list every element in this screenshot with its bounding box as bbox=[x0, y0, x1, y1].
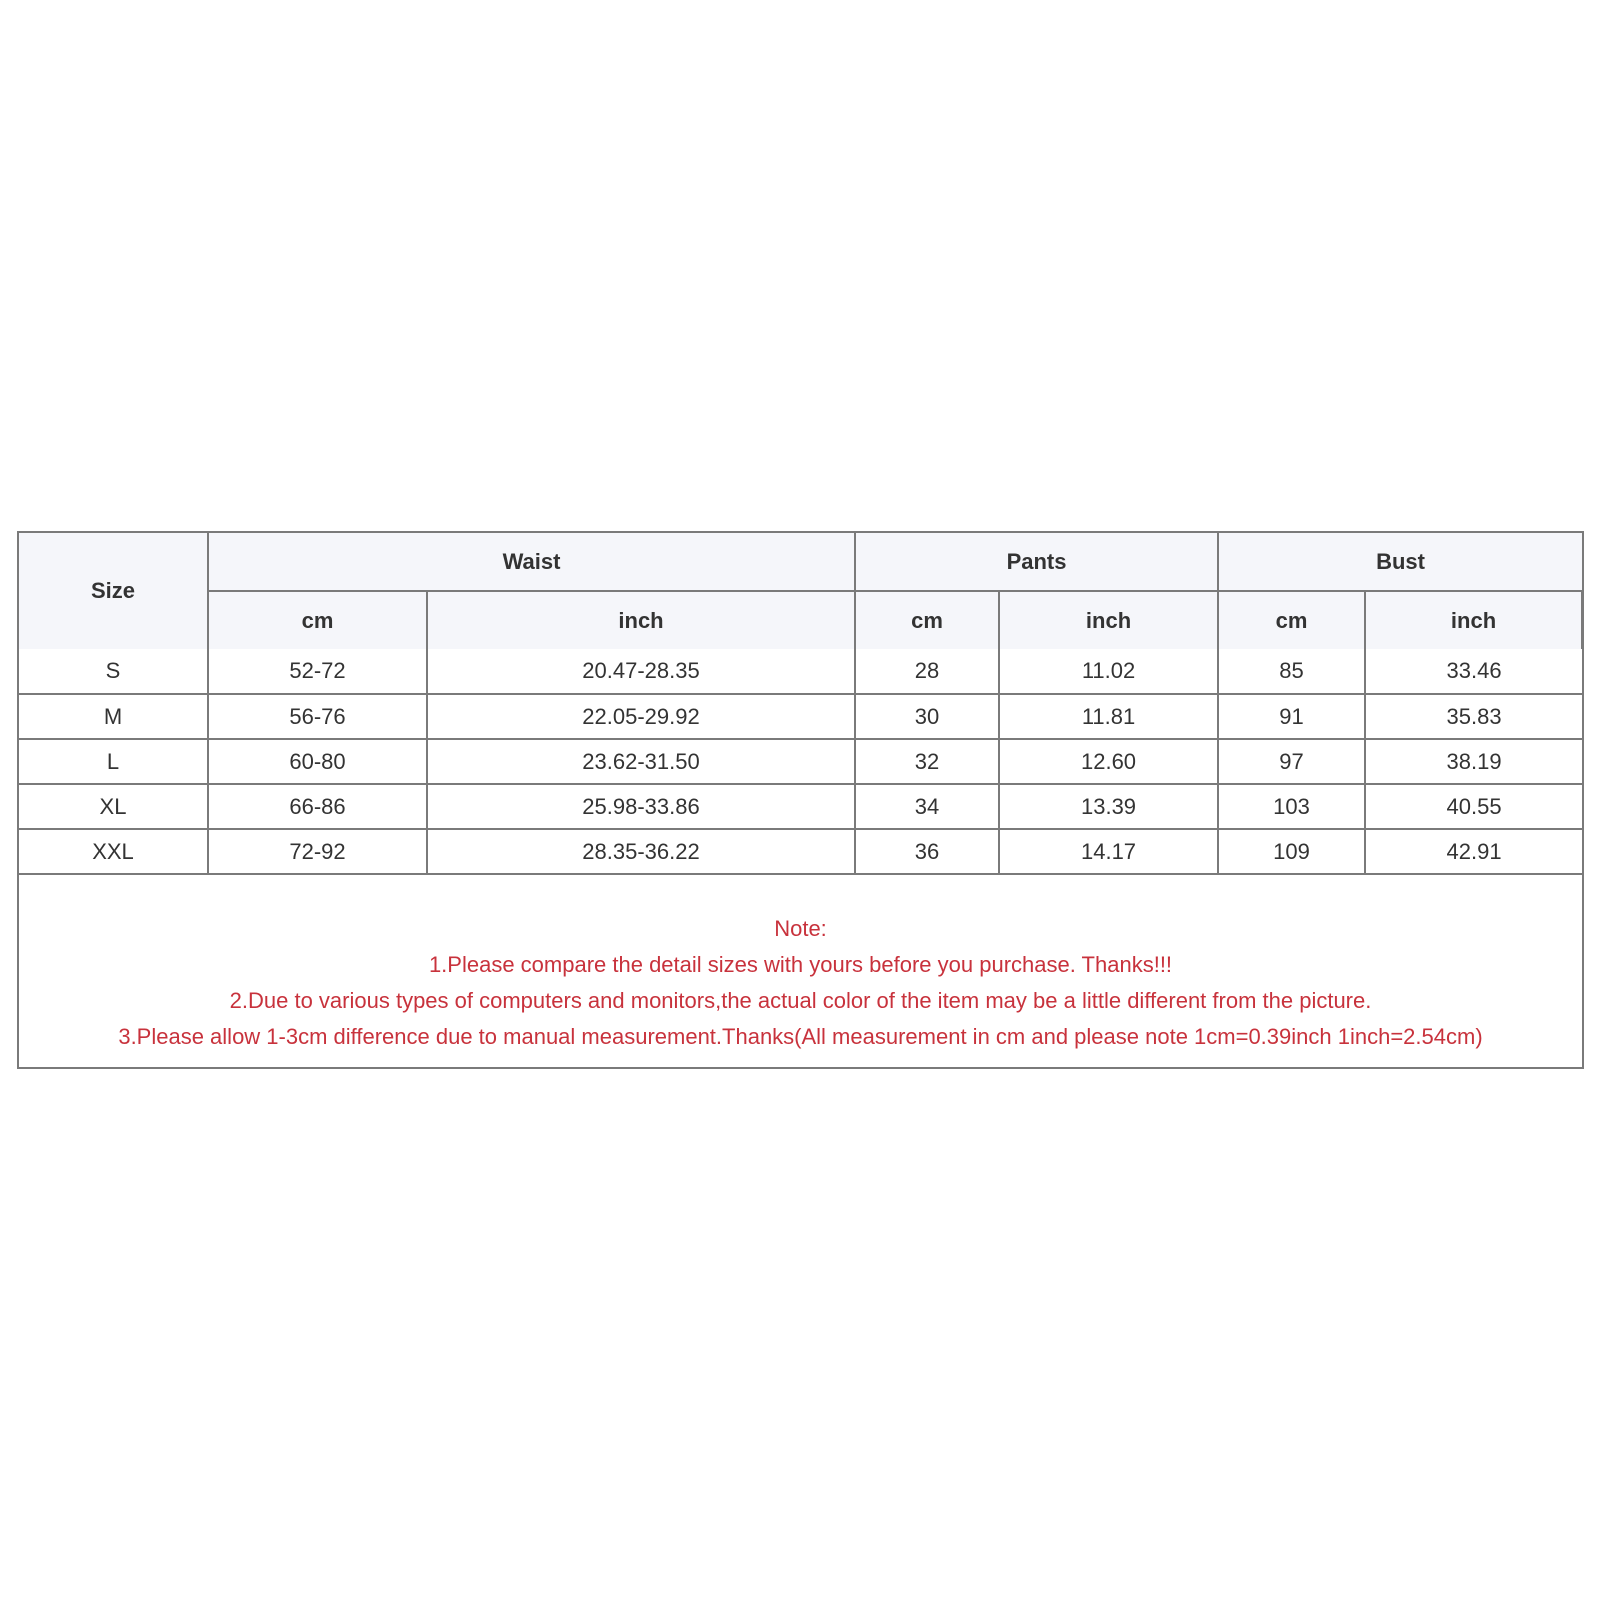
pants-inch-cell: 11.81 bbox=[999, 694, 1218, 739]
pants-cm-cell: 30 bbox=[855, 694, 999, 739]
bust-inch-cell: 38.19 bbox=[1365, 739, 1582, 784]
waist-cm-cell: 60-80 bbox=[208, 739, 427, 784]
size-column-header: Size bbox=[19, 533, 208, 649]
waist-inch-cell: 23.62-31.50 bbox=[427, 739, 855, 784]
pants-inch-cell: 12.60 bbox=[999, 739, 1218, 784]
bust-inch-header: inch bbox=[1365, 591, 1582, 649]
pants-cm-cell: 34 bbox=[855, 784, 999, 829]
note-line: 2.Due to various types of computers and monitors,the actual color of the item may be a little different from the picture. bbox=[229, 988, 1372, 1013]
bust-group-header: Bust bbox=[1218, 533, 1582, 591]
waist-cm-cell: 66-86 bbox=[208, 784, 427, 829]
bust-cm-cell: 91 bbox=[1218, 694, 1365, 739]
pants-cm-cell: 36 bbox=[855, 829, 999, 874]
size-cell: M bbox=[19, 694, 208, 739]
bust-inch-cell: 40.55 bbox=[1365, 784, 1582, 829]
waist-inch-cell: 22.05-29.92 bbox=[427, 694, 855, 739]
waist-inch-cell: 25.98-33.86 bbox=[427, 784, 855, 829]
table-row bbox=[19, 694, 1582, 739]
pants-cm-cell: 32 bbox=[855, 739, 999, 784]
note-title: Note: bbox=[774, 916, 827, 941]
size-cell: XXL bbox=[19, 829, 208, 874]
header-group-row bbox=[19, 533, 1582, 591]
pants-cm-header: cm bbox=[855, 591, 999, 649]
bust-inch-cell: 35.83 bbox=[1365, 694, 1582, 739]
pants-inch-cell: 11.02 bbox=[999, 649, 1218, 694]
bust-cm-cell: 97 bbox=[1218, 739, 1365, 784]
table-row bbox=[19, 649, 1582, 694]
waist-group-header: Waist bbox=[208, 533, 855, 591]
size-cell: S bbox=[19, 649, 208, 694]
waist-cm-cell: 72-92 bbox=[208, 829, 427, 874]
size-table bbox=[19, 533, 1583, 875]
size-cell: XL bbox=[19, 784, 208, 829]
table-row bbox=[19, 784, 1582, 829]
pants-inch-header: inch bbox=[999, 591, 1218, 649]
table-header bbox=[19, 533, 1582, 649]
waist-inch-cell: 20.47-28.35 bbox=[427, 649, 855, 694]
waist-inch-cell: 28.35-36.22 bbox=[427, 829, 855, 874]
bust-cm-header: cm bbox=[1218, 591, 1365, 649]
table-row bbox=[19, 829, 1582, 874]
pants-group-header: Pants bbox=[855, 533, 1218, 591]
bust-cm-cell: 85 bbox=[1218, 649, 1365, 694]
table-body bbox=[19, 649, 1582, 874]
header-unit-row bbox=[19, 591, 1582, 649]
size-cell: L bbox=[19, 739, 208, 784]
note-line: 3.Please allow 1-3cm difference due to manual measurement.Thanks(All measurement in cm and please note 1cm=0.39inch 1inch=2.54cm) bbox=[118, 1024, 1483, 1049]
size-chart bbox=[17, 531, 1584, 1069]
bust-cm-cell: 103 bbox=[1218, 784, 1365, 829]
bust-inch-cell: 33.46 bbox=[1365, 649, 1582, 694]
bust-cm-cell: 109 bbox=[1218, 829, 1365, 874]
waist-cm-cell: 52-72 bbox=[208, 649, 427, 694]
bust-inch-cell: 42.91 bbox=[1365, 829, 1582, 874]
notes-section bbox=[19, 875, 1582, 1055]
waist-inch-header: inch bbox=[427, 591, 855, 649]
waist-cm-cell: 56-76 bbox=[208, 694, 427, 739]
pants-inch-cell: 13.39 bbox=[999, 784, 1218, 829]
waist-cm-header: cm bbox=[208, 591, 427, 649]
table-row bbox=[19, 739, 1582, 784]
note-line: 1.Please compare the detail sizes with yours before you purchase. Thanks!!! bbox=[428, 952, 1173, 977]
pants-inch-cell: 14.17 bbox=[999, 829, 1218, 874]
pants-cm-cell: 28 bbox=[855, 649, 999, 694]
